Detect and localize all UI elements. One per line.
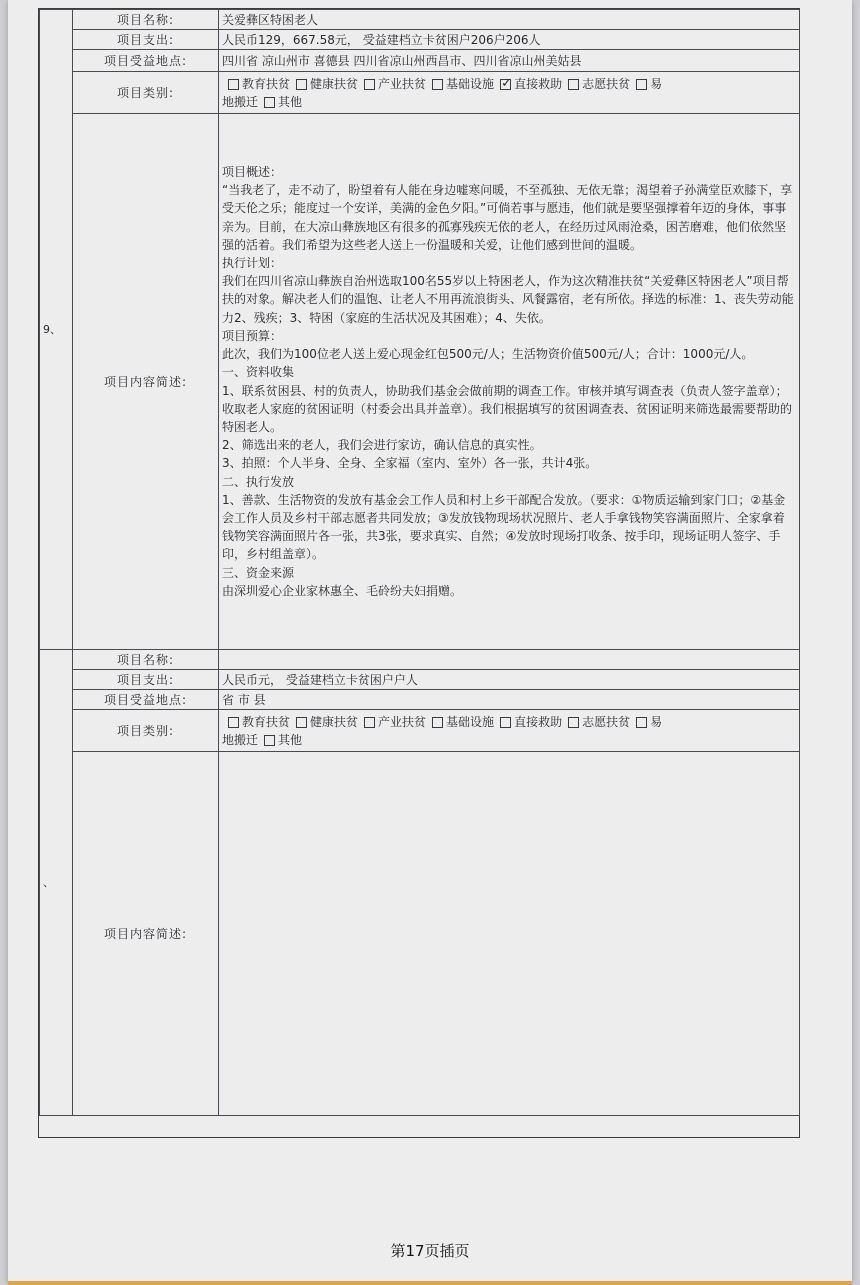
p2-checkbox-6[interactable] [636,717,647,728]
p2-checkbox-other[interactable] [264,735,275,746]
p2-name-row [40,650,800,670]
p2-category-option-label: 易 [650,714,663,729]
p1-category-other-label: 其他 [278,94,303,109]
p2-checkbox-1[interactable] [296,717,307,728]
p2-category-option-label: 产业扶贫 [378,714,427,729]
p1-checkbox-6[interactable] [636,79,647,90]
document-page [8,0,852,1285]
p1-location-value: 四川省 凉山州市 喜德县 四川省凉山州西昌市、四川省凉山州美姑县 [219,50,800,72]
p2-checkbox-5[interactable] [568,717,579,728]
p2-category-option-label: 健康扶贫 [310,714,359,729]
p2-checkbox-4[interactable] [500,717,511,728]
p2-name-value [219,650,800,670]
p1-content-paragraph: 2、筛选出来的老人，我们会进行家访，确认信息的真实性。 [222,438,542,453]
p2-category-label: 项目类别: [73,710,219,752]
p1-expense-row [40,30,800,50]
p1-name-row [40,10,800,30]
p1-category-option-label: 基础设施 [446,76,495,91]
p1-name-label: 项目名称: [73,10,219,30]
p2-category-option-label: 基础设施 [446,714,495,729]
p1-content-paragraph: 3、拍照：个人半身、全身、全家福（室内、室外）各一张，共计4张。 [222,456,598,471]
p1-category-line [222,75,796,93]
p1-checkbox-other[interactable] [264,97,275,108]
p1-content-paragraph: “当我老了，走不动了，盼望着有人能在身边嘘寒问暖，不至孤独、无依无靠；渴望着子孙满堂臣欢膝下，享受天伦之乐；能度过一个安详，美满的金色夕阳。”可倘若事与愿违，他们就是要坚强撑着年迈的身体，事事亲为。目前，在大凉山彝族地区有很多的孤寡残疾无依的老人，在经历过风雨沧桑，困苦磨难，他们依然坚强的活着。我们希望为这些老人送上一份温暖和关爱，让他们感到世间的温暖。 [222,183,793,252]
p2-category-option-label: 志愿扶贫 [582,714,631,729]
p1-location-row [40,50,800,72]
p1-category-option-label: 健康扶贫 [310,76,359,91]
p1-category-line2-prefix: 地搬迁 [222,94,259,109]
p2-category-line [222,713,796,731]
p1-content-paragraph: 一、资料收集 [222,365,295,380]
p1-content-paragraph: 我们在四川省凉山彝族自治州选取100名55岁以上特困老人，作为这次精准扶贫“关爱彝区特困老人”项目帮扶的对象。解决老人们的温饱、让老人不用再流浪街头、风餐露宿，老有所依。择选的标准：1、丧失劳动能力2、残疾；3、特困（家庭的生活状况及其困难）；4、失依。 [222,274,794,325]
p1-category-label: 项目类别: [73,72,219,114]
p1-content-paragraph: 二、执行发放 [222,474,295,489]
p2-expense-label: 项目支出: [73,670,219,690]
p1-category-option-label: 产业扶贫 [378,76,427,91]
page-bottom-edge [8,1281,852,1285]
p2-location-value: 省 市 县 [219,690,800,710]
p1-content-paragraph: 此次，我们为100位老人送上爱心现金红包500元/人；生活物资价值500元/人；合计：1000元/人。 [222,347,754,362]
p1-checkbox-0[interactable] [228,79,239,90]
p2-checkbox-0[interactable] [228,717,239,728]
p1-content-paragraph: 三、资金来源 [222,565,295,580]
page-label: 第17页插页 [390,1242,470,1260]
p2-category-option-label: 教育扶贫 [242,714,291,729]
p1-checkbox-5[interactable] [568,79,579,90]
p1-location-label: 项目受益地点: [73,50,219,72]
p1-category-option-label: 志愿扶贫 [582,76,631,91]
p2-category-line2-prefix: 地搬迁 [222,732,259,747]
p2-category-line2 [222,731,796,749]
p1-expense-value: 人民币129，667.58元， 受益建档立卡贫困户206户206人 [219,30,800,50]
p1-content-paragraph: 1、联系贫困县、村的负责人，协助我们基金会做前期的调查工作。审核并填写调查表（负责人签字盖章）；收取老人家庭的贫困证明（村委会出具并盖章）。我们根据填写的贫困调查表、贫困证明来筛选最需要帮助的特困老人。 [222,383,793,434]
p1-number: 9、 [40,10,73,650]
project-table [39,9,800,1116]
p2-checkbox-3[interactable] [432,717,443,728]
p2-location-row [40,690,800,710]
p1-content-row [40,114,800,650]
p1-content-label: 项目内容简述: [73,114,219,650]
p1-category-row [40,72,800,114]
p2-checkbox-2[interactable] [364,717,375,728]
p2-category-option-label: 直接救助 [514,714,563,729]
p1-category-options [219,72,800,114]
p2-name-label: 项目名称: [73,650,219,670]
p2-expense-row [40,670,800,690]
p2-expense-value: 人民币元， 受益建档立卡贫困户户人 [219,670,800,690]
p1-checkbox-4[interactable] [500,79,511,90]
p1-category-line2 [222,93,796,111]
p2-content-text [219,752,800,1116]
p1-content-paragraph: 1、善款、生活物资的发放有基金会工作人员和村上乡干部配合发放。（要求：①物质运输到家门口；②基金会工作人员及乡村干部志愿者共同发放；③发放钱物现场状况照片、老人手拿钱物笑容满面照片、全家拿着钱物笑容满面照片各一张，共3张，要求真实、自然；④发放时现场打收条、按手印，现场证明人签字、手印，乡村组盖章）。 [222,492,786,562]
p2-content-label: 项目内容简述: [73,752,219,1116]
p2-number: 、 [40,650,73,1116]
p1-content-paragraph: 由深圳爱心企业家林惠全、毛砱纷夫妇捐赠。 [222,583,463,598]
p1-checkbox-3[interactable] [432,79,443,90]
p1-content-paragraph: 项目概述： [222,165,283,180]
p2-content-row [40,752,800,1116]
p2-category-row [40,710,800,752]
p1-content-text [219,114,800,650]
p2-location-label: 项目受益地点: [73,690,219,710]
p1-content-paragraph: 项目预算： [222,328,283,343]
p2-category-options [219,710,800,752]
p1-name-value: 关爱彝区特困老人 [219,10,800,30]
p1-category-option-label: 直接救助 [514,76,563,91]
project-form [38,8,800,1138]
p2-category-other-label: 其他 [278,732,303,747]
p1-checkbox-1[interactable] [296,79,307,90]
p1-category-option-label: 易 [650,76,663,91]
p1-category-option-label: 教育扶贫 [242,76,291,91]
p1-expense-label: 项目支出: [73,30,219,50]
p1-checkbox-2[interactable] [364,79,375,90]
p1-content-paragraph: 执行计划： [222,256,283,271]
